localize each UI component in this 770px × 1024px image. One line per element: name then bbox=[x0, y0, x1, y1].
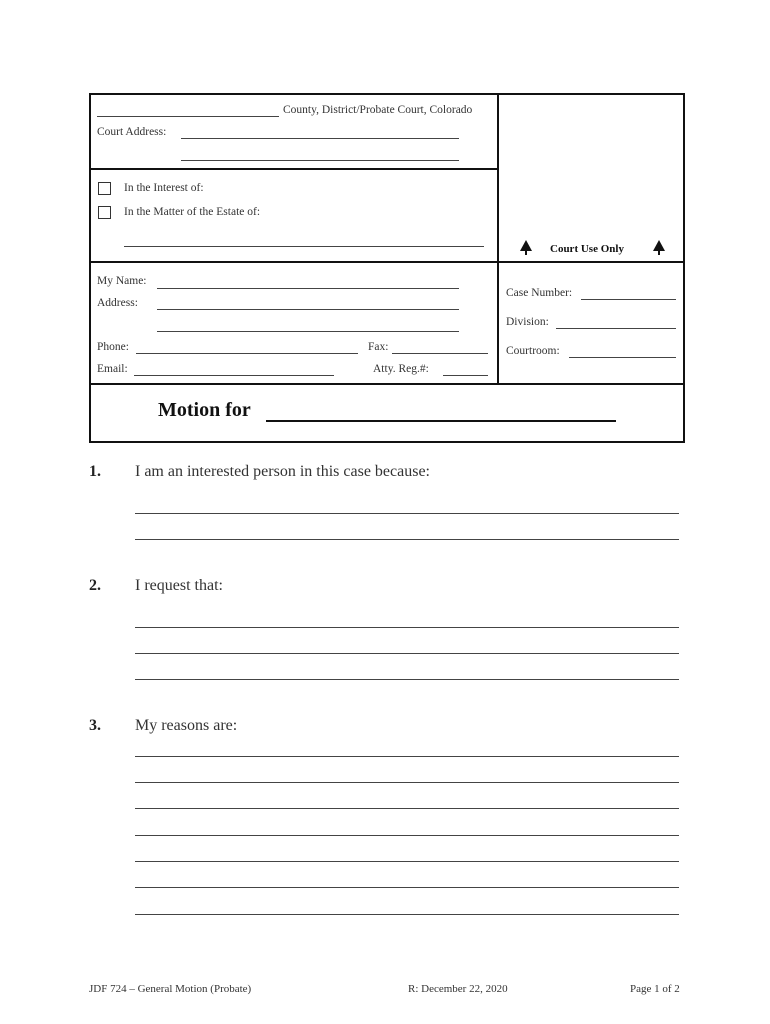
motion-title: Motion for bbox=[158, 399, 251, 421]
section-1-text: I am an interested person in this case because: bbox=[135, 463, 430, 480]
caption-divider-2 bbox=[89, 261, 685, 263]
up-arrow-stem-right bbox=[658, 251, 660, 255]
section-3-text: My reasons are: bbox=[135, 717, 238, 734]
my-name-field[interactable] bbox=[157, 288, 459, 289]
caption-vertical-divider bbox=[497, 93, 499, 385]
division-field[interactable] bbox=[556, 328, 676, 329]
address-field-2[interactable] bbox=[157, 331, 459, 332]
interest-checkbox[interactable] bbox=[98, 182, 111, 195]
courtroom-field[interactable] bbox=[569, 357, 676, 358]
caption-divider-1 bbox=[89, 168, 499, 170]
fax-field[interactable] bbox=[392, 353, 488, 354]
motion-title-field[interactable] bbox=[266, 420, 616, 422]
section-3-line[interactable] bbox=[135, 808, 679, 809]
footer-revision: R: December 22, 2020 bbox=[408, 983, 508, 995]
section-3-line[interactable] bbox=[135, 835, 679, 836]
my-name-label: My Name: bbox=[97, 275, 147, 287]
party-name-field[interactable] bbox=[124, 246, 484, 247]
section-3-line[interactable] bbox=[135, 914, 679, 915]
up-arrow-stem-left bbox=[525, 251, 527, 255]
section-2-text: I request that: bbox=[135, 577, 223, 594]
address-field-1[interactable] bbox=[157, 309, 459, 310]
interest-label: In the Interest of: bbox=[124, 182, 204, 194]
section-2-line[interactable] bbox=[135, 679, 679, 680]
division-label: Division: bbox=[506, 316, 549, 328]
section-2-number: 2. bbox=[89, 577, 101, 594]
section-2-line[interactable] bbox=[135, 653, 679, 654]
phone-label: Phone: bbox=[97, 341, 129, 353]
email-field[interactable] bbox=[134, 375, 334, 376]
section-3-number: 3. bbox=[89, 717, 101, 734]
phone-field[interactable] bbox=[136, 353, 358, 354]
atty-reg-field[interactable] bbox=[443, 375, 488, 376]
estate-label: In the Matter of the Estate of: bbox=[124, 206, 261, 218]
caption-divider-3 bbox=[89, 383, 685, 385]
footer-page: Page 1 of 2 bbox=[630, 983, 680, 995]
address-label: Address: bbox=[97, 297, 138, 309]
court-line-suffix: County, District/Probate Court, Colorado bbox=[283, 104, 473, 116]
email-label: Email: bbox=[97, 363, 128, 375]
up-arrow-icon-right bbox=[653, 240, 665, 251]
estate-checkbox[interactable] bbox=[98, 206, 111, 219]
case-number-label: Case Number: bbox=[506, 287, 573, 299]
court-address-label: Court Address: bbox=[97, 126, 167, 138]
section-2-line[interactable] bbox=[135, 627, 679, 628]
court-use-only-label: Court Use Only bbox=[550, 243, 624, 255]
courtroom-label: Courtroom: bbox=[506, 345, 560, 357]
section-3-line[interactable] bbox=[135, 756, 679, 757]
section-3-line[interactable] bbox=[135, 782, 679, 783]
court-address-field-2[interactable] bbox=[181, 160, 459, 161]
section-1-line[interactable] bbox=[135, 513, 679, 514]
section-1-line[interactable] bbox=[135, 539, 679, 540]
court-address-field-1[interactable] bbox=[181, 138, 459, 139]
atty-reg-label: Atty. Reg.#: bbox=[373, 363, 429, 375]
case-number-field[interactable] bbox=[581, 299, 676, 300]
section-3-line[interactable] bbox=[135, 887, 679, 888]
caption-box bbox=[89, 93, 685, 443]
footer-form-id: JDF 724 – General Motion (Probate) bbox=[89, 983, 252, 995]
section-3-line[interactable] bbox=[135, 861, 679, 862]
county-field[interactable] bbox=[97, 116, 279, 117]
up-arrow-icon-left bbox=[520, 240, 532, 251]
fax-label: Fax: bbox=[368, 341, 389, 353]
section-1-number: 1. bbox=[89, 463, 101, 480]
